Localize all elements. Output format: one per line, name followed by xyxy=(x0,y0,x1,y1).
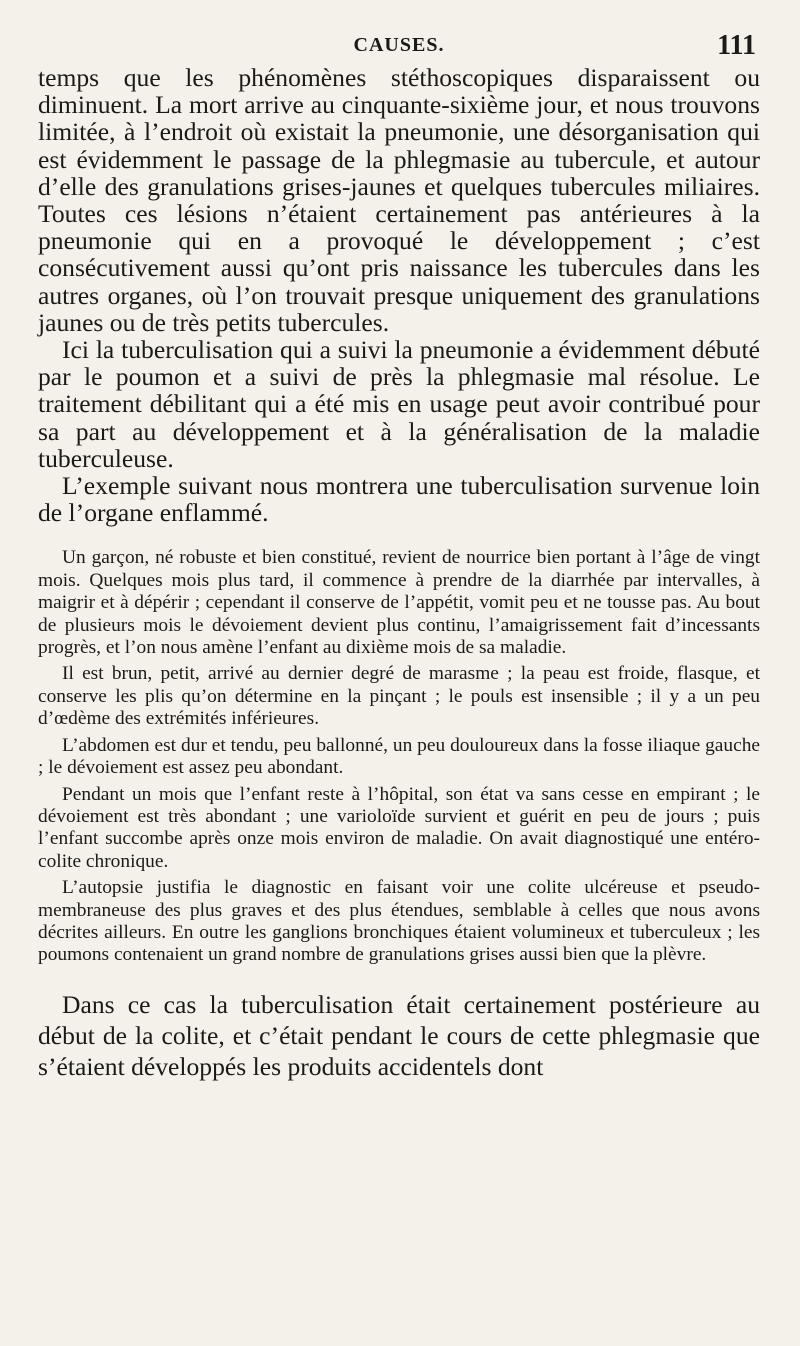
observation-paragraph: L’autopsie justifia le diagnostic en faisant voir une colite ulcéreuse et pseudo-membraneuse des plus graves et des plus étendues, semblable à celles que nous avons décrites ailleurs. En outre les ganglions bronchiques étaient volumineux et tuberculeux ; les poumons contenaient un grand nombre de granulations grises aussi bien que la plèvre. xyxy=(38,877,760,966)
observation-paragraph: Il est brun, petit, arrivé au dernier degré de marasme ; la peau est froide, flasque, et conserve les plis qu’on détermine en la pinçant ; le pouls est insensible ; il y a un peu d’œdème des extrémités inférieures. xyxy=(38,663,760,730)
page-header xyxy=(38,30,760,64)
observation-paragraph: Un garçon, né robuste et bien constitué, revient de nourrice bien portant à l’âge de vingt mois. Quelques mois plus tard, il commence à prendre de la diarrhée par intervalles, à maigrir et à dépérir ; cependant il conserve de l’appétit, vomit peu et ne tousse pas. Au bout de plusieurs mois le dévoiement devient plus continu, l’amaigrissement fait d’incessants progrès, et l’on nous amène l’enfant au dixième mois de sa maladie. xyxy=(38,547,760,659)
observation-paragraph: L’abdomen est dur et tendu, peu ballonné, un peu douloureux dans la fosse iliaque gauche ; le dévoiement est assez peu abondant. xyxy=(38,734,760,779)
paragraph-continued: temps que les phénomènes stéthoscopiques disparaissent ou diminuent. La mort arrive au cinquante-sixième jour, et nous trouvons limitée, à l’endroit où existait la pneumonie, une désorganisation qui est évidemment le passage de la phlegmasie au tubercule, et autour d’elle des granulations grises-jaunes et quelques tubercules miliaires. Toutes ces lésions n’étaient certainement pas antérieures à la pneumonie qui en a provoqué le développement ; c’est consécutivement aussi qu’ont pris naissance les tubercules dans les autres organes, où l’on trouvait presque uniquement des granulations jaunes ou de très petits tubercules. xyxy=(38,63,760,337)
book-page xyxy=(38,30,760,1107)
running-title: CAUSES. xyxy=(353,34,445,56)
paragraph: L’exemple suivant nous montrera une tuberculisation survenue loin de l’organe enflammé. xyxy=(38,471,760,528)
case-observation xyxy=(38,547,760,966)
paragraph: Ici la tuberculisation qui a suivi la pneumonie a évidemment débuté par le poumon et a suivi de près la phlegmasie mal résolue. Le traitement débilitant qui a été mis en usage peut avoir contribué pour sa part au développement et à la généralisation de la maladie tuberculeuse. xyxy=(38,335,760,473)
main-text xyxy=(38,64,760,526)
page-number: 111 xyxy=(717,30,756,61)
closing-paragraph: Dans ce cas la tuberculisation était certainement postérieure au début de la colite, et c’était pendant le cours de cette phlegmasie que s’étaient développés les produits accidentels dont xyxy=(38,989,760,1081)
observation-paragraph: Pendant un mois que l’enfant reste à l’hôpital, son état va sans cesse en empirant ; le dévoiement est très abondant ; une varioloïde survient et guérit en peu de jours ; puis l’enfant succombe après onze mois environ de maladie. On avait diagnostiqué une entéro-colite chronique. xyxy=(38,783,760,872)
